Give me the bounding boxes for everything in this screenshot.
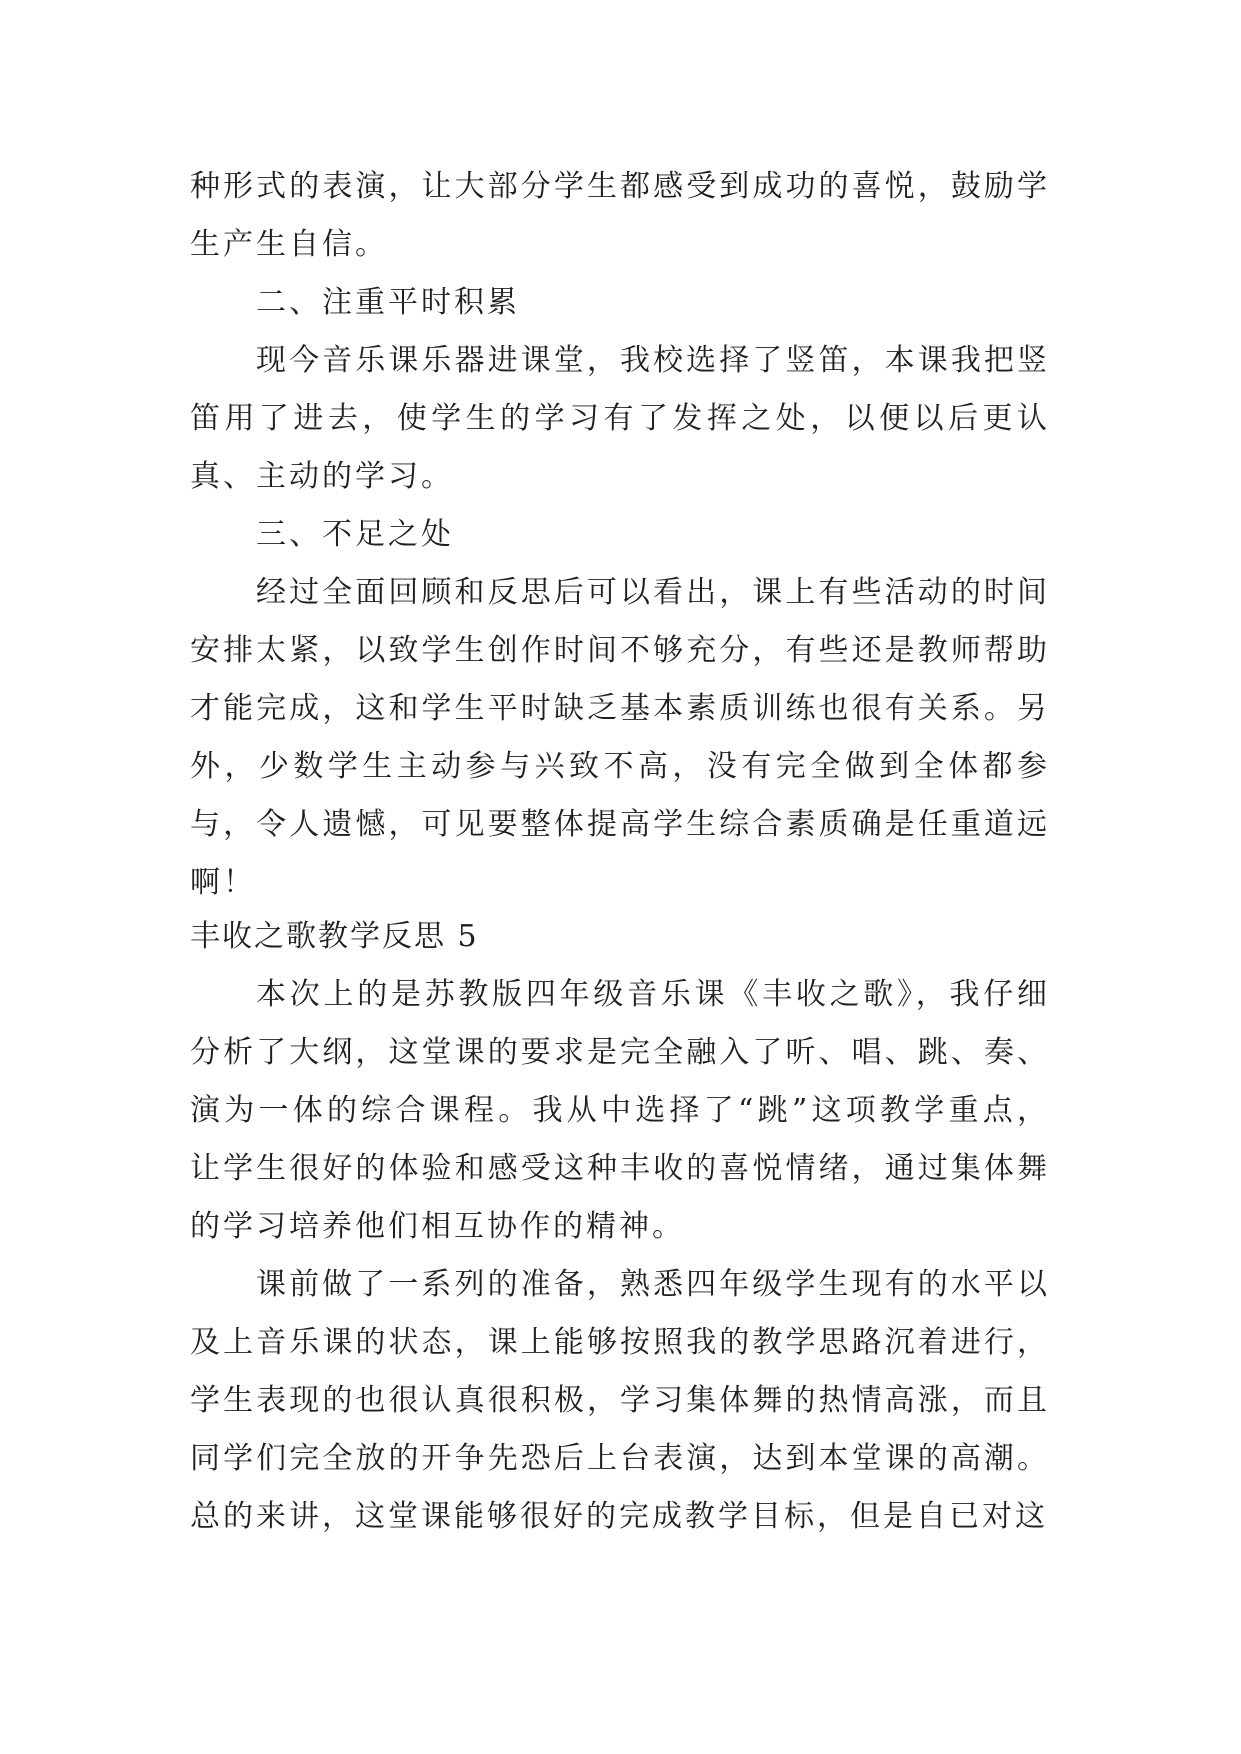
- paragraph-shortcomings: 经过全面回顾和反思后可以看出，课上有些活动的时间安排太紧，以致学生创作时间不够充分，有些还是教师帮助才能完成，这和学生平时缺乏基本素质训练也很有关系。另外，少数学生主动参与兴致不高，没有完全做到全体都参与，令人遗憾，可见要整体提高学生综合素质确是任重道远啊！: [190, 575, 1050, 900]
- paragraph-intro: 本次上的是苏教版四年级音乐课《丰收之歌》，我仔细分析了大纲，这堂课的要求是完全融入了听、唱、跳、奏、演为一体的综合课程。我从中选择了“跳”这项教学重点，让学生很好的体验和感受这种丰收的喜悦情绪，通过集体舞的学习培养他们相互协作的精神。: [190, 977, 1050, 1244]
- heading-accumulation: 二、注重平时积累: [256, 285, 520, 320]
- text-block-bottom: [190, 966, 1050, 1546]
- paragraph-continued: 种形式的表演，让大部分学生都感受到成功的喜悦，鼓励学生产生自信。: [190, 169, 1050, 262]
- paragraph-accumulation: 现今音乐课乐器进课堂，我校选择了竖笛，本课我把竖笛用了进去，使学生的学习有了发挥之处，以便以后更认真、主动的学习。: [190, 343, 1050, 494]
- section-title: 丰收之歌教学反思 5: [190, 919, 479, 954]
- text-block-top: [190, 158, 1050, 912]
- heading-shortcomings: 三、不足之处: [256, 517, 454, 552]
- paragraph-preparation: 课前做了一系列的准备，熟悉四年级学生现有的水平以及上音乐课的状态，课上能够按照我的教学思路沉着进行，学生表现的也很认真很积极，学习集体舞的热情高涨，而且同学们完全放的开争先恐后上台表演，达到本堂课的高潮。总的来讲，这堂课能够很好的完成教学目标，但是自已对这: [190, 1267, 1050, 1534]
